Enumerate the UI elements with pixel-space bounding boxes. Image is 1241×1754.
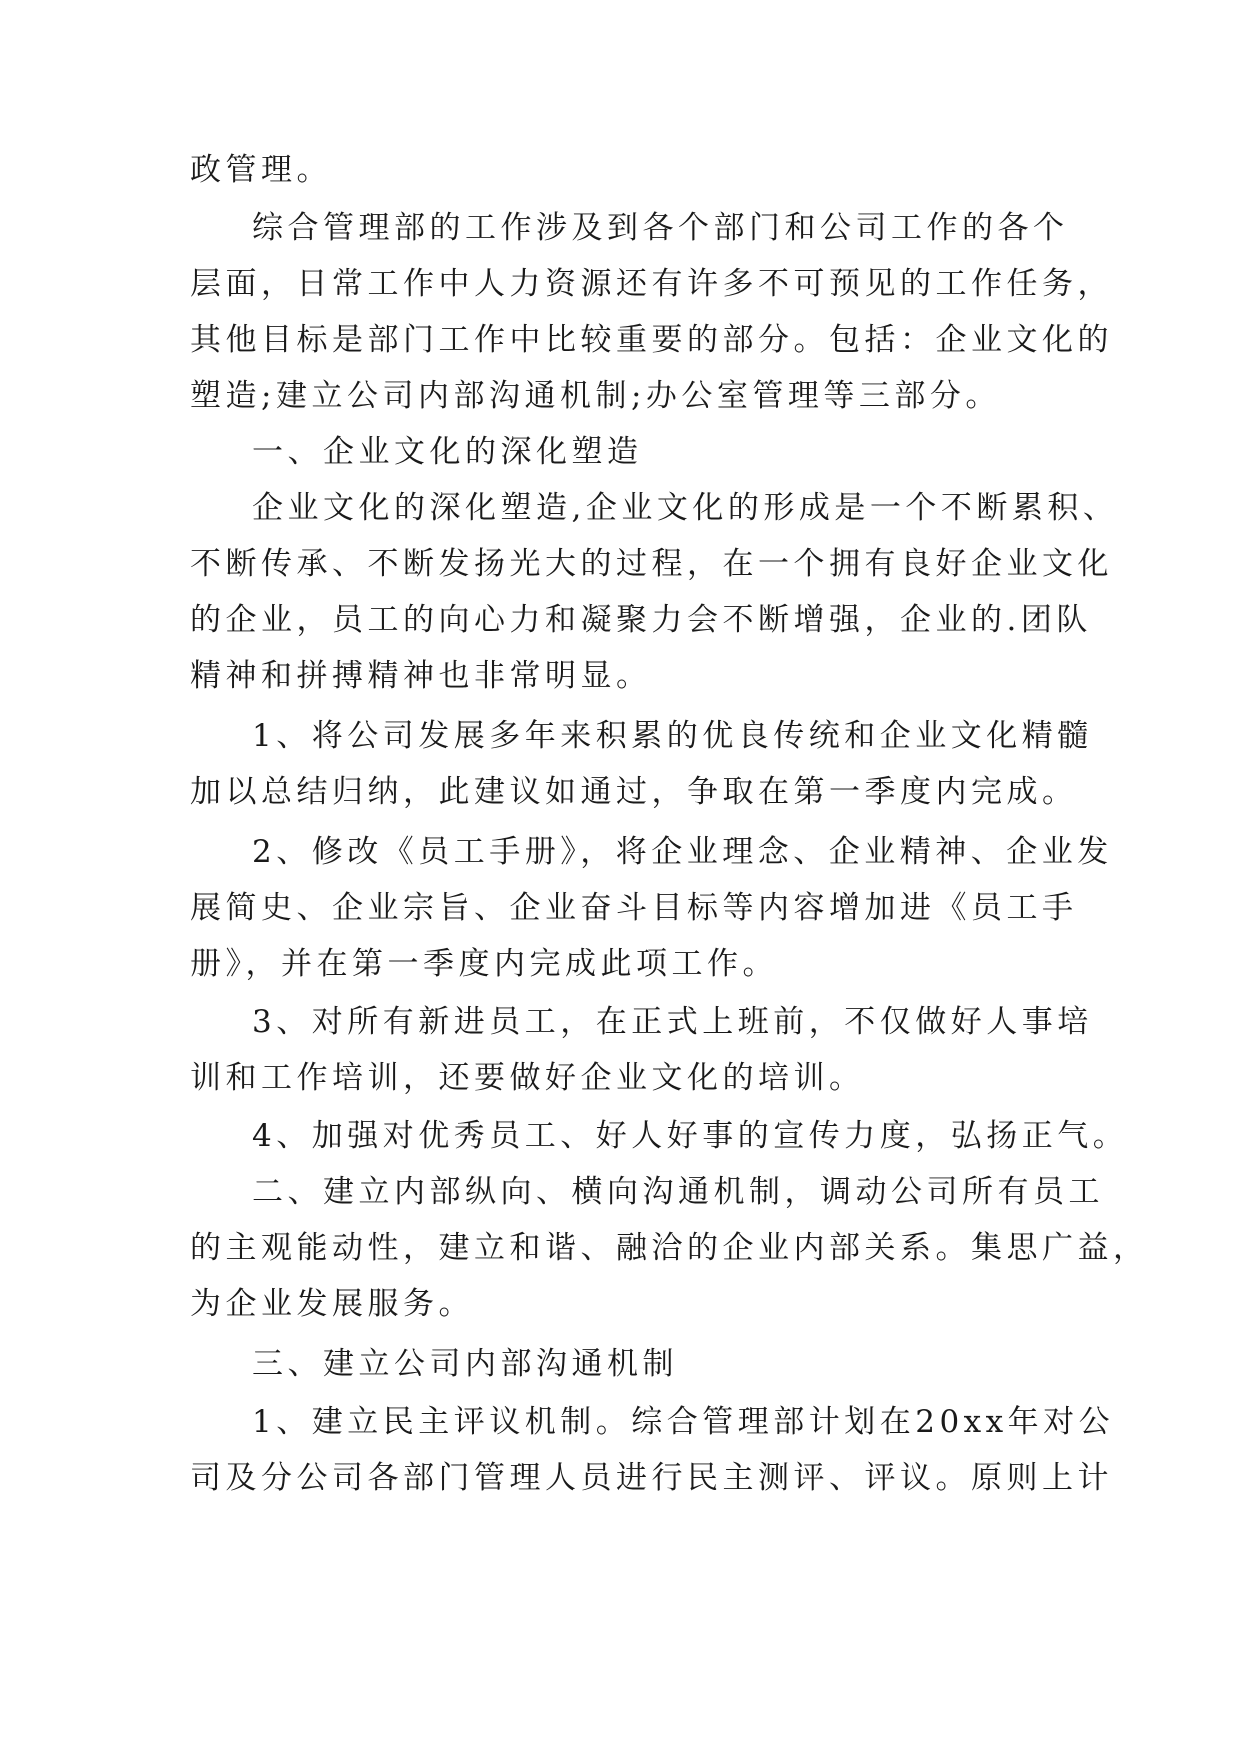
text-line: 的主观能动性，建立和谐、融洽的企业内部关系。集思广益， — [190, 1230, 1149, 1266]
section-heading: 二、建立内部纵向、横向沟通机制，调动公司所有员工 — [252, 1174, 1104, 1210]
text-line: 册》，并在第一季度内完成此项工作。 — [190, 946, 778, 982]
text-line: 4、加强对优秀员工、好人好事的宣传力度，弘扬正气。 — [252, 1118, 1129, 1154]
text-line: 综合管理部的工作涉及到各个部门和公司工作的各个 — [252, 210, 1069, 246]
text-line: 精神和拼搏精神也非常明显。 — [190, 658, 652, 694]
text-line: 展简史、企业宗旨、企业奋斗目标等内容增加进《员工手 — [190, 890, 1078, 926]
text-line: 企业文化的深化塑造,企业文化的形成是一个不断累积、 — [252, 490, 1119, 526]
text-line: 层面，日常工作中人力资源还有许多不可预见的工作任务， — [190, 266, 1113, 302]
text-line: 其他目标是部门工作中比较重要的部分。包括：企业文化的 — [190, 322, 1113, 358]
text-line: 塑造;建立公司内部沟通机制;办公室管理等三部分。 — [190, 378, 1001, 414]
text-line: 训和工作培训，还要做好企业文化的培训。 — [190, 1060, 865, 1096]
section-heading: 三、建立公司内部沟通机制 — [252, 1346, 678, 1382]
text-line: 的企业，员工的向心力和凝聚力会不断增强，企业的.团队 — [190, 602, 1092, 638]
text-line: 司及分公司各部门管理人员进行民主测评、评议。原则上计 — [190, 1460, 1113, 1496]
text-line: 不断传承、不断发扬光大的过程，在一个拥有良好企业文化 — [190, 546, 1113, 582]
text-line: 3、对所有新进员工，在正式上班前，不仅做好人事培 — [252, 1004, 1093, 1040]
text-line: 1、建立民主评议机制。综合管理部计划在20xx年对公 — [252, 1404, 1115, 1440]
text-line: 加以总结归纳，此建议如通过，争取在第一季度内完成。 — [190, 774, 1078, 810]
text-line: 1、将公司发展多年来积累的优良传统和企业文化精髓 — [252, 718, 1093, 754]
section-heading: 一、企业文化的深化塑造 — [252, 434, 643, 470]
text-line: 2、修改《员工手册》，将企业理念、企业精神、企业发 — [252, 834, 1113, 870]
text-line: 为企业发展服务。 — [190, 1286, 474, 1322]
text-line: 政管理。 — [190, 152, 332, 188]
